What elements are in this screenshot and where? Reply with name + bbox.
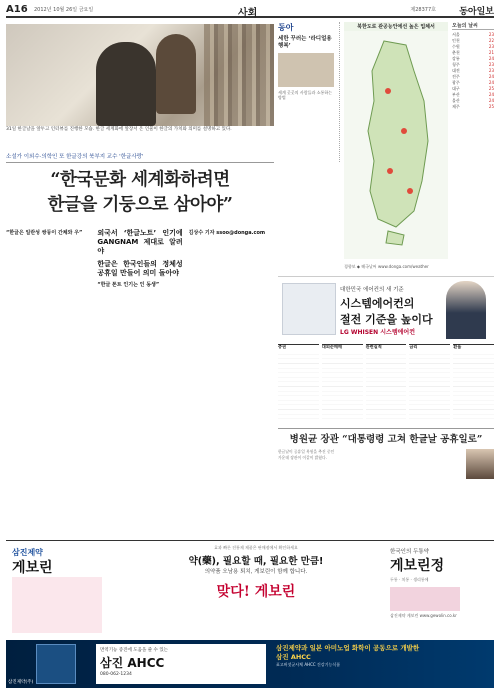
weather-title: 오늘의 날씨: [452, 22, 494, 30]
ahcc-logo: 삼진제약(주): [8, 680, 34, 685]
story-column: [341, 449, 400, 541]
ad-tagline: 한국인의 두통약: [390, 549, 429, 555]
weather-temp: 24: [488, 98, 494, 103]
ahcc-phone: 080-062-1234: [100, 672, 132, 677]
aircon-product-image: [282, 283, 336, 335]
weather-temp: 24: [488, 74, 494, 79]
product-box-image: [12, 577, 102, 633]
sidebar-image: [278, 53, 334, 87]
weather-city: 부산: [452, 92, 460, 97]
market-table: [278, 344, 319, 424]
weather-temp: 23: [488, 68, 494, 73]
geworin-ad: [6, 540, 494, 635]
ad-center-copy: [126, 545, 386, 601]
weather-temp: 23: [488, 62, 494, 67]
table-header: 관련실적: [365, 344, 382, 349]
article-headline: [6, 168, 274, 218]
sidebar-title: 세한 꾸러는 ‘라디얼용 행복’: [278, 36, 332, 49]
supplement-bottle-image: [36, 644, 76, 684]
ahcc-copy: 면역기능 증진에 도움을 줄 수 있는: [100, 648, 169, 653]
ahcc-copy-box: [96, 644, 266, 684]
weather-city: 강릉: [452, 56, 460, 61]
ad-copy: 대한민국 에어컨의 새 기준: [340, 287, 404, 293]
weather-city: 전주: [452, 74, 460, 79]
market-table: [453, 344, 494, 424]
article-body: [6, 227, 274, 527]
table-header: 금리: [409, 344, 418, 349]
ad-product-name: 게보린정: [390, 558, 445, 574]
ad-product-name: 게보린: [12, 560, 53, 576]
section-title: 사회: [238, 8, 258, 19]
weather-temp: 23: [488, 44, 494, 49]
ad-slogan: 맞다! 게보린: [216, 583, 296, 600]
weather-city: 대전: [452, 68, 460, 73]
product-pack-image: [390, 587, 460, 611]
ad-right-panel: [390, 547, 494, 619]
headline-line: “한국문화 세계화하려면: [50, 170, 230, 190]
market-table: [322, 344, 363, 424]
market-table: [409, 344, 450, 424]
person-figure: [156, 34, 196, 114]
weather-city: 대구: [452, 86, 460, 91]
bookshelf-shape: [204, 24, 274, 126]
ahcc-body: 표고버섯균사체 AHCC 건강기능식품: [276, 662, 341, 667]
weather-table: [452, 22, 494, 262]
table-header: 대외순매매: [321, 344, 343, 349]
article-byline: 김상수 기자 ssoo@donga.com: [188, 230, 266, 236]
weather-temp: 21: [488, 50, 494, 55]
weather-city: 광주: [452, 80, 460, 85]
weather-map: [344, 22, 448, 262]
newspaper-logo: 동아일보: [459, 7, 494, 17]
story-column: [403, 449, 462, 541]
market-table: [366, 344, 407, 424]
ahcc-headline: [276, 644, 490, 667]
ad-sub-copy: 의약품 오남용 퇴치, 게보린이 함께 합니다.: [204, 568, 308, 575]
weather-city: 제주: [452, 104, 460, 109]
weather-city: 춘천: [452, 50, 460, 55]
ad-copy: 절전 기준을 높이다: [340, 313, 433, 326]
korea-map-graphic: [344, 31, 448, 259]
map-legend: 경향보 ◆ 해국날씨 www.donga.com/weather: [344, 264, 429, 269]
ad-brand: 삼진제약: [12, 548, 43, 557]
market-tables: [278, 344, 494, 424]
weather-temp: 24: [488, 80, 494, 85]
weather-city: 수원: [452, 44, 460, 49]
sidebar-column: [278, 22, 340, 162]
article-kicker: 소설가 이외수·의학인 또 한글강의 북부지 교수 '한글사랑': [6, 152, 274, 163]
article-subhead: “한글 폰트 인기는 인 동생”: [97, 282, 160, 288]
ahcc-product-name: 삼진 AHCC: [100, 656, 165, 670]
sidebar-text: 세계 곳곳의 사람들과 소통하는 방법: [278, 90, 333, 101]
sidebar-logo: 동아: [278, 23, 294, 32]
map-title: 북한도로 관공능안에선 높은 업체서: [344, 22, 448, 31]
story-photo: [466, 449, 494, 479]
second-story: [278, 428, 494, 541]
ad-footer: 삼진제약 게보린 www.gewolin.co.kr: [390, 613, 457, 618]
weather-city: 울산: [452, 98, 460, 103]
weather-temp: 25: [488, 104, 494, 109]
weather-temp: 23: [488, 32, 494, 37]
story-body: [278, 449, 494, 541]
article-column: [6, 227, 91, 527]
ad-brand: LG WHISEN 시스템에어컨: [340, 329, 416, 336]
weather-rows: [452, 32, 494, 110]
issue-date: 2012년 10월 26일 금요일: [34, 7, 94, 13]
ad-model-image: [446, 281, 486, 339]
story-column: 한글날이 공휴일 복원을 추진 중인 가운데 장관이 이같이 밝혔다.: [278, 449, 335, 460]
weather-row: [452, 104, 494, 110]
person-figure: [96, 42, 156, 126]
weather-temp: 22: [488, 38, 494, 43]
article-column: [189, 227, 274, 527]
article-column: [97, 227, 182, 527]
weather-temp: 25: [488, 86, 494, 91]
whisen-ad: [278, 276, 494, 340]
ad-indication: 두통 · 치통 · 생리통에: [390, 577, 429, 582]
ad-copy: 시스템에어컨의: [340, 297, 415, 310]
ad-main-copy: 약(藥), 필요할 때, 필요한 만큼!: [188, 555, 324, 567]
headline-line: 한글을 기둥으로 삼아야”: [47, 195, 233, 215]
article-subhead: 외국서 ‘한글노트’ 인기에 GANGNAM 제대로 알려야: [97, 229, 183, 255]
article-subhead: “한글은 일란성 쌍둥이 간체와 우”: [6, 230, 83, 236]
story-headline: 병원균 장관 “대통령령 고쳐 한글날 공휴일로”: [278, 428, 494, 445]
lead-photo: [6, 24, 274, 126]
ahcc-ad: [6, 640, 494, 688]
weather-city: 서울: [452, 32, 460, 37]
article-subhead: 한글은 한국인들의 정체성 공휴일 만들어 의미 돌아야: [97, 260, 183, 277]
weather-temp: 24: [488, 92, 494, 97]
page-number: A16: [6, 4, 28, 15]
weather-city: 청주: [452, 62, 460, 67]
table-header: 환율: [453, 344, 462, 349]
ahcc-headline-line: 삼진 AHCC: [276, 653, 311, 661]
weather-temp: 24: [488, 56, 494, 61]
page-header: [6, 4, 494, 18]
ahcc-headline-line: 삼진제약과 일본 아미노업 화학이 공동으로 개발한: [276, 644, 420, 652]
weather-city: 인천: [452, 38, 460, 43]
photo-caption: 31일 한글날을 앞두고 인터뷰를 진행한 모습. 한글 세계화에 앞장서 온 인물이 한글의 가치와 의미를 설명하고 있다.: [6, 127, 232, 132]
table-header: 증권: [278, 344, 287, 349]
issue-number: 제28377호: [410, 7, 436, 13]
ad-small-copy: 효과 빠른 진통제 제품은 판매점에서 확인하세요: [214, 545, 298, 550]
